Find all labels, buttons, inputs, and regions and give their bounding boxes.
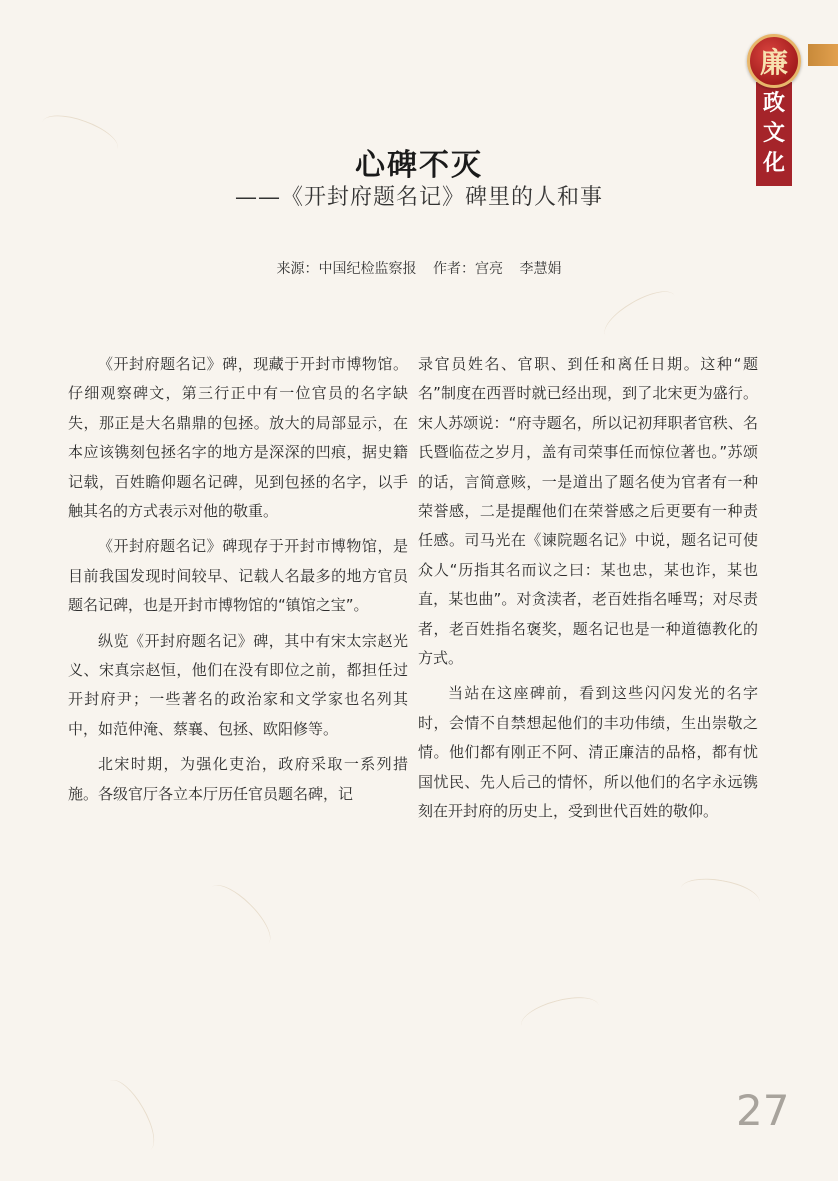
source-label: 来源：中国纪检监察报 xyxy=(276,261,417,277)
paper-fiber xyxy=(97,1073,164,1158)
paragraph: 《开封府题名记》碑，现藏于开封市博物馆。仔细观察碑文，第三行正中有一位官员的名字缺失，那正是大名鼎鼎的包拯。放大的局部显示，在本应该镌刻包拯名字的地方是深深的凹痕，据史籍记载，百姓瞻仰题名记碑，见到包拯的名字，以手触其名的方式表示对他的敬重。 xyxy=(68,355,408,521)
article-subtitle: ——《开封府题名记》碑里的人和事 xyxy=(234,185,603,210)
article-title: 心碑不灭 xyxy=(355,148,483,183)
paragraph: 《开封府题名记》碑现存于开封市博物馆，是目前我国发现时间较早、记载人名最多的地方官员题名记碑，也是开封市博物馆的“镇馆之宝”。 xyxy=(68,537,408,615)
section-tag-char: 政 xyxy=(762,90,785,116)
lian-seal-logo xyxy=(747,34,801,88)
coauthor-name: 李慧娟 xyxy=(519,261,562,277)
paragraph: 录官员姓名、官职、到任和离任日期。这种“题名”制度在西晋时就已经出现，到了北宋更为盛行。宋人苏颂说：“府寺题名，所以记初拜职者官秩、名氏暨临莅之岁月，盖有司荣事任而惊位著也。”苏颂的话，言简意赅，一是道出了题名使为官者有一种荣誉感，二是提醒他们在荣誉感之后更要有一种责任感。司马光在《谏院题名记》中说，题名记可使众人“历指其名而议之曰：某也忠，某也诈，某也直，某也曲”。对贪渎者，老百姓指名唾骂；对尽责者，老百姓指名褒奖，题名记也是一种道德教化的方式。 xyxy=(418,355,758,668)
paper-fiber xyxy=(201,876,279,954)
section-tag-char: 化 xyxy=(762,150,785,176)
paper-fiber xyxy=(598,282,683,349)
seal-char: 廉 xyxy=(759,46,788,79)
paper-fiber xyxy=(517,990,602,1041)
source-line xyxy=(0,258,838,278)
page-number: 27 xyxy=(736,1086,790,1135)
paragraph: 当站在这座碑前，看到这些闪闪发光的名字时，会情不自禁想起他们的丰功伟绩，生出崇敬之情。他们都有刚正不阿、清正廉洁的品格，都有忧国忧民、先人后己的情怀，所以他们的名字永远镌刻在开封府的历史上，受到世代百姓的敬仰。 xyxy=(418,684,758,821)
right-column xyxy=(418,350,758,833)
paragraph: 北宋时期，为强化吏治，政府采取一系列措施。各级官厅各立本厅历任官员题名碑，记 xyxy=(68,755,408,803)
author-label: 作者：宫亮 xyxy=(433,261,503,277)
section-tag-char: 文 xyxy=(762,120,785,146)
paper-fiber xyxy=(678,873,762,917)
paragraph: 纵览《开封府题名记》碑，其中有宋太宗赵光义、宋真宗赵恒，他们在没有即位之前，都担任过开封府尹；一些著名的政治家和文学家也名列其中，如范仲淹、蔡襄、包拯、欧阳修等。 xyxy=(68,631,408,738)
corner-accent-bar xyxy=(808,44,838,66)
left-column xyxy=(68,350,408,815)
